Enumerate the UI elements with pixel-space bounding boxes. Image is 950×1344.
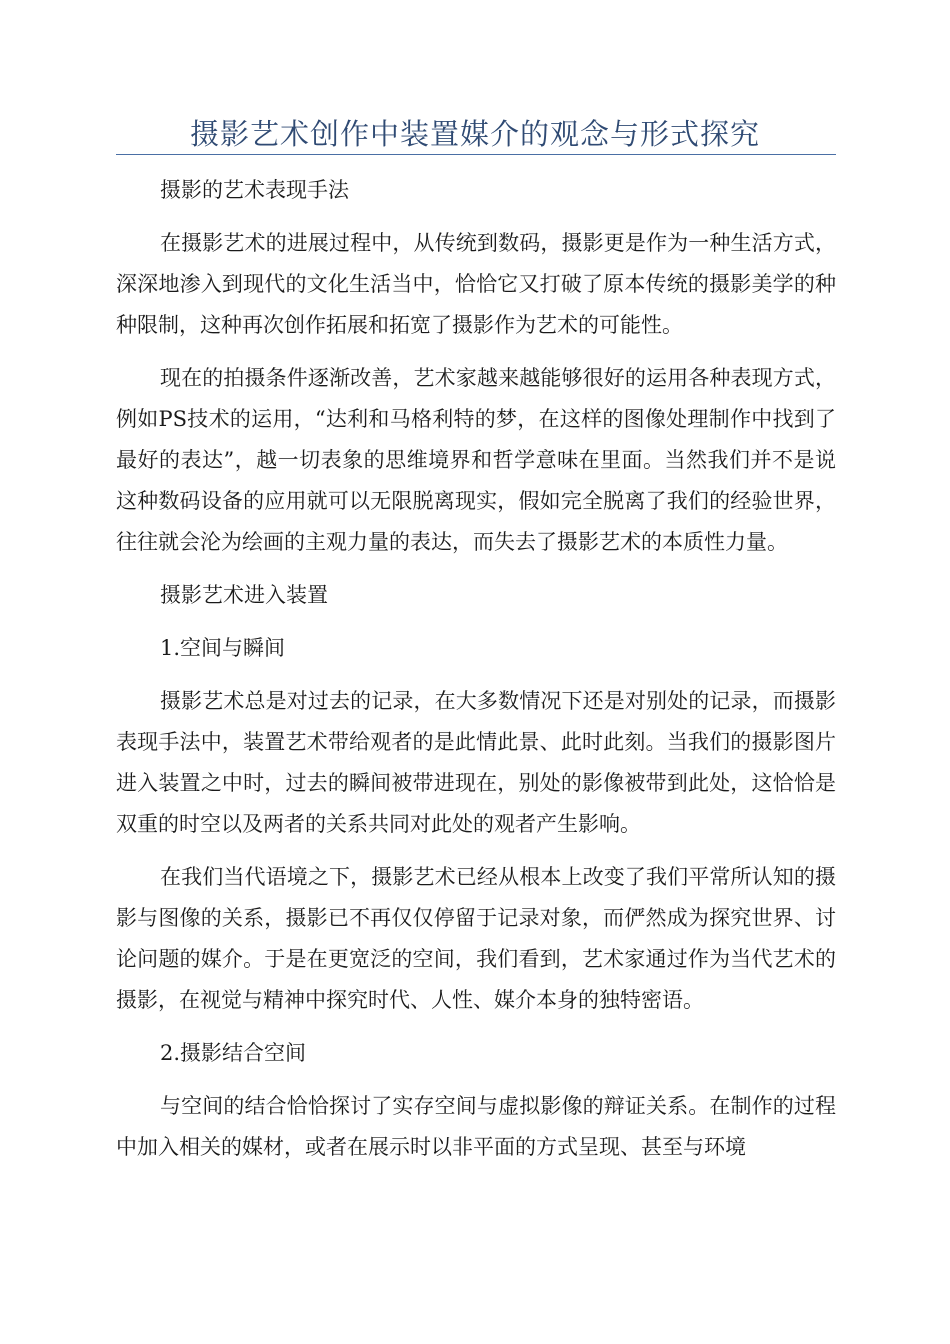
- section-heading: 摄影艺术进入装置: [160, 583, 328, 607]
- subsection-heading: 1.空间与瞬间: [160, 636, 286, 660]
- document-body: [116, 170, 836, 1168]
- paragraph: 在摄影艺术的进展过程中，从传统到数码，摄影更是作为一种生活方式，深深地渗入到现代的文化生活当中，恰恰它又打破了原本传统的摄影美学的种种限制，这种再次创作拓展和拓宽了摄影作为艺术的可能性。: [116, 231, 836, 337]
- paragraph: 与空间的结合恰恰探讨了实存空间与虚拟影像的辩证关系。在制作的过程中加入相关的媒材，或者在展示时以非平面的方式呈现、甚至与环境: [116, 1094, 836, 1159]
- section-heading: 摄影的艺术表现手法: [160, 178, 349, 202]
- paragraph: 在我们当代语境之下，摄影艺术已经从根本上改变了我们平常所认知的摄影与图像的关系，摄影已不再仅仅停留于记录对象，而俨然成为探究世界、讨论问题的媒介。于是在更宽泛的空间，我们看到，艺术家通过作为当代艺术的摄影，在视觉与精神中探究时代、人性、媒介本身的独特密语。: [116, 865, 836, 1012]
- document-title: 摄影艺术创作中装置媒介的观念与形式探究: [189, 117, 760, 151]
- paragraph: 摄影艺术总是对过去的记录，在大多数情况下还是对别处的记录，而摄影表现手法中，装置艺术带给观者的是此情此景、此时此刻。当我们的摄影图片进入装置之中时，过去的瞬间被带进现在，别处的影像被带到此处，这恰恰是双重的时空以及两者的关系共同对此处的观者产生影响。: [116, 689, 836, 836]
- subsection-heading: 2.摄影结合空间: [160, 1041, 307, 1065]
- title-underline: [116, 154, 836, 155]
- paragraph: 现在的拍摄条件逐渐改善，艺术家越来越能够很好的运用各种表现方式，例如PS技术的运用，“达利和马格利特的梦，在这样的图像处理制作中找到了最好的表达”，越一切表象的思维境界和哲学意味在里面。当然我们并不是说这种数码设备的应用就可以无限脱离现实，假如完全脱离了我们的经验世界，往往就会沦为绘画的主观力量的表达，而失去了摄影艺术的本质性力量。: [116, 366, 836, 554]
